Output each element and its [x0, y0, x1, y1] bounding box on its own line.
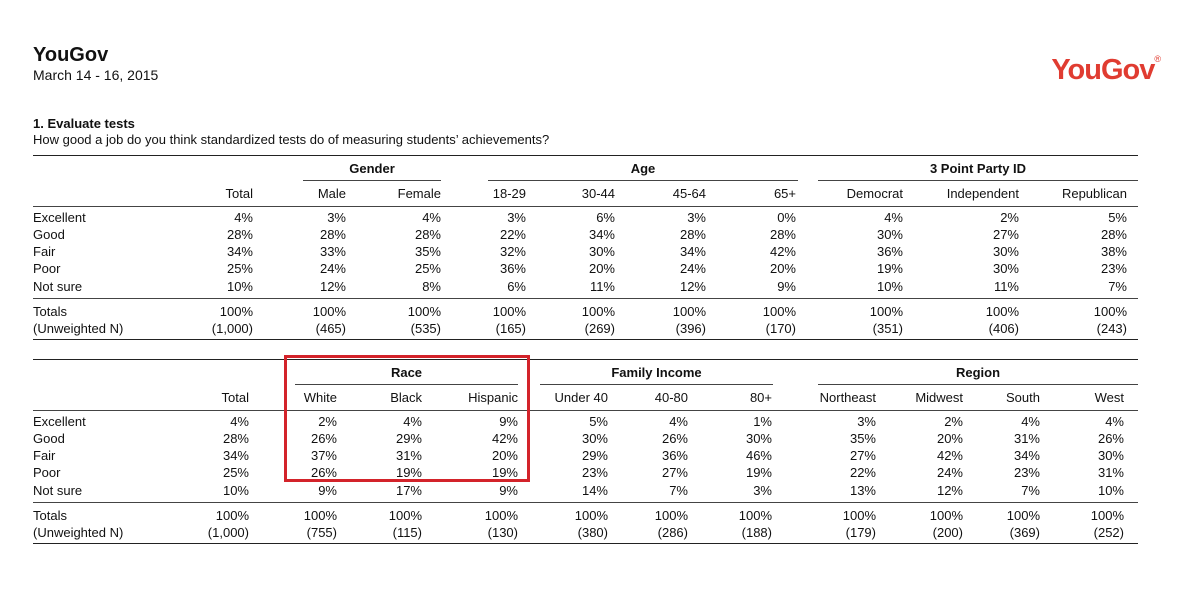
table-cell: 30% [1097, 448, 1124, 463]
table-cell: 23% [1013, 465, 1040, 480]
table-cell: 3% [327, 210, 346, 225]
row-label: Fair [33, 448, 56, 463]
totals-cell: (252) [1093, 525, 1124, 540]
table-cell: 20% [491, 448, 518, 463]
table-cell: 27% [661, 465, 688, 480]
table-cell: 28% [414, 227, 441, 242]
totals-cell: (380) [577, 525, 608, 540]
totals-cell: 100% [312, 304, 346, 319]
column-header: Republican [1061, 186, 1127, 201]
group-header: Race [390, 365, 423, 380]
table-cell: 25% [414, 261, 441, 276]
table-cell: 34% [1013, 448, 1040, 463]
totals-cell: (170) [765, 321, 796, 336]
table-cell: 30% [876, 227, 903, 242]
question-text: How good a job do you think standardized tests do of measuring students’ achievements? [33, 132, 550, 147]
table-cell: 31% [395, 448, 422, 463]
totals-cell: 100% [388, 508, 422, 523]
table-cell: 24% [679, 261, 706, 276]
table-cell: 4% [669, 414, 688, 429]
table-cell: 34% [222, 448, 249, 463]
totals-cell: 100% [1006, 508, 1040, 523]
table-cell: 33% [319, 244, 346, 259]
table-cell: 20% [936, 431, 963, 446]
group-underline [818, 180, 1138, 181]
column-header: Female [397, 186, 441, 201]
table-cell: 3% [753, 483, 772, 498]
table-cell: 9% [499, 414, 518, 429]
table-cell: 30% [745, 431, 772, 446]
column-header: Male [317, 186, 346, 201]
totals-cell: 100% [929, 508, 963, 523]
table-cell: 32% [499, 244, 526, 259]
table-cell: 2% [318, 414, 337, 429]
totals-rule [33, 298, 1138, 299]
table-cell: 19% [491, 465, 518, 480]
totals-cell: (115) [392, 525, 422, 540]
table-cell: 30% [992, 261, 1019, 276]
totals-cell: (200) [932, 525, 963, 540]
table-cell: 36% [661, 448, 688, 463]
group-underline [488, 180, 798, 181]
table-cell: 9% [499, 483, 518, 498]
column-header: South [1006, 390, 1040, 405]
totals-cell: (286) [657, 525, 688, 540]
table-cell: 20% [588, 261, 615, 276]
table-cell: 26% [661, 431, 688, 446]
group-header: Family Income [611, 365, 702, 380]
yougov-logo [1051, 54, 1160, 87]
totals-cell: 100% [672, 304, 706, 319]
row-label: Poor [33, 465, 61, 480]
totals-cell: (535) [410, 321, 441, 336]
table-cell: 28% [769, 227, 796, 242]
column-header: 80+ [749, 390, 772, 405]
table-cell: 12% [319, 279, 346, 294]
totals-cell: (269) [584, 321, 615, 336]
table-cell: 27% [849, 448, 876, 463]
totals-cell: 100% [985, 304, 1019, 319]
table-cell: 14% [581, 483, 608, 498]
table-cell: 7% [1108, 279, 1127, 294]
race-highlight-box [284, 355, 530, 482]
table-cell: 27% [992, 227, 1019, 242]
table-cell: 0% [777, 210, 796, 225]
table-cell: 22% [849, 465, 876, 480]
table-cell: 22% [499, 227, 526, 242]
table-cell: 9% [777, 279, 796, 294]
totals-cell: (1,000) [207, 525, 249, 540]
table-cell: 9% [318, 483, 337, 498]
totals-cell: 100% [219, 304, 253, 319]
totals-cell: (396) [675, 321, 706, 336]
table-cell: 38% [1100, 244, 1127, 259]
totals-cell: 100% [215, 508, 249, 523]
column-header: 30-44 [581, 186, 615, 201]
table-cell: 29% [395, 431, 422, 446]
table-cell: 1% [753, 414, 772, 429]
row-label: Good [33, 431, 65, 446]
row-label: Not sure [33, 279, 83, 294]
totals-cell: (465) [315, 321, 346, 336]
table-cell: 7% [1021, 483, 1040, 498]
column-header: Total [225, 186, 253, 201]
question-title: 1. Evaluate tests [33, 116, 135, 131]
column-header: Under 40 [554, 390, 608, 405]
totals-cell: 100% [492, 304, 526, 319]
group-header: Region [955, 365, 1001, 380]
table-cell: 23% [1100, 261, 1127, 276]
report-title: YouGov [33, 44, 109, 66]
table-cell: 4% [234, 210, 253, 225]
table-cell: 6% [507, 279, 526, 294]
table-cell: 31% [1013, 431, 1040, 446]
table-cell: 35% [849, 431, 876, 446]
table-cell: 3% [687, 210, 706, 225]
totals-cell: (1,000) [211, 321, 253, 336]
table-cell: 13% [849, 483, 876, 498]
totals-cell: (351) [872, 321, 903, 336]
row-label: Excellent [33, 210, 86, 225]
table-bottom-rule [33, 543, 1138, 544]
table-cell: 10% [876, 279, 903, 294]
totals-cell: (130) [487, 525, 518, 540]
table-cell: 28% [1100, 227, 1127, 242]
table-cell: 24% [319, 261, 346, 276]
totals-label: (Unweighted N) [33, 525, 124, 540]
table-cell: 7% [669, 483, 688, 498]
totals-cell: (188) [741, 525, 772, 540]
table-cell: 30% [581, 431, 608, 446]
column-header: 18-29 [492, 186, 526, 201]
table-cell: 4% [230, 414, 249, 429]
totals-cell: 100% [574, 508, 608, 523]
row-label: Fair [33, 244, 56, 259]
table-cell: 11% [589, 279, 615, 294]
table-cell: 42% [491, 431, 518, 446]
row-label: Not sure [33, 483, 83, 498]
column-header: Midwest [915, 390, 963, 405]
table-cell: 19% [395, 465, 422, 480]
column-header: Democrat [846, 186, 903, 201]
group-header: 3 Point Party ID [929, 161, 1027, 176]
group-underline [303, 180, 441, 181]
table-cell: 34% [226, 244, 253, 259]
table-header-rule [33, 410, 1138, 411]
totals-label: Totals [33, 508, 67, 523]
totals-label: Totals [33, 304, 67, 319]
table-cell: 26% [310, 431, 337, 446]
table-header-rule [33, 206, 1138, 207]
column-header: Hispanic [468, 390, 518, 405]
column-header: West [1094, 390, 1124, 405]
totals-cell: 100% [762, 304, 796, 319]
table-cell: 34% [679, 244, 706, 259]
table-cell: 26% [1097, 431, 1124, 446]
totals-rule [33, 502, 1138, 503]
table-cell: 4% [403, 414, 422, 429]
group-underline [540, 384, 773, 385]
table-cell: 4% [422, 210, 441, 225]
column-header: 45-64 [672, 186, 706, 201]
table-cell: 19% [745, 465, 772, 480]
table-cell: 46% [745, 448, 772, 463]
totals-cell: 100% [1090, 508, 1124, 523]
table-cell: 42% [936, 448, 963, 463]
totals-label: (Unweighted N) [33, 321, 124, 336]
table-cell: 28% [679, 227, 706, 242]
table-top-rule [33, 155, 1138, 156]
table-cell: 30% [992, 244, 1019, 259]
column-header: Independent [946, 186, 1019, 201]
totals-cell: (243) [1096, 321, 1127, 336]
totals-cell: 100% [407, 304, 441, 319]
table-cell: 34% [588, 227, 615, 242]
totals-cell: (165) [495, 321, 526, 336]
table-cell: 10% [1097, 483, 1124, 498]
table-cell: 12% [679, 279, 706, 294]
logo-text: YouGov [1051, 54, 1155, 86]
totals-cell: 100% [581, 304, 615, 319]
table-cell: 26% [310, 465, 337, 480]
table-cell: 10% [222, 483, 249, 498]
table-cell: 2% [1000, 210, 1019, 225]
column-header: Northeast [819, 390, 876, 405]
table-cell: 12% [936, 483, 963, 498]
table-cell: 29% [581, 448, 608, 463]
group-underline [818, 384, 1138, 385]
totals-cell: 100% [303, 508, 337, 523]
row-label: Poor [33, 261, 61, 276]
row-label: Good [33, 227, 65, 242]
table-cell: 11% [993, 279, 1019, 294]
table-cell: 28% [319, 227, 346, 242]
group-header: Gender [349, 161, 395, 176]
totals-cell: 100% [842, 508, 876, 523]
table-cell: 3% [507, 210, 526, 225]
table-cell: 37% [310, 448, 337, 463]
table-cell: 25% [222, 465, 249, 480]
table-cell: 8% [422, 279, 441, 294]
totals-cell: (755) [306, 525, 337, 540]
table-cell: 35% [414, 244, 441, 259]
totals-cell: 100% [738, 508, 772, 523]
group-header: Age [630, 161, 656, 176]
table-cell: 24% [936, 465, 963, 480]
column-header: 65+ [773, 186, 796, 201]
totals-cell: 100% [869, 304, 903, 319]
report-date: March 14 - 16, 2015 [33, 67, 159, 83]
table-cell: 28% [222, 431, 249, 446]
table-cell: 2% [944, 414, 963, 429]
row-label: Excellent [33, 414, 86, 429]
table-cell: 10% [226, 279, 253, 294]
table-cell: 23% [581, 465, 608, 480]
column-header: Total [221, 390, 249, 405]
table-cell: 5% [589, 414, 608, 429]
column-header: White [303, 390, 337, 405]
table-cell: 28% [226, 227, 253, 242]
column-header: 40-80 [654, 390, 688, 405]
table-cell: 3% [857, 414, 876, 429]
table-cell: 4% [1021, 414, 1040, 429]
totals-cell: (406) [988, 321, 1019, 336]
totals-cell: 100% [1093, 304, 1127, 319]
totals-cell: (179) [845, 525, 876, 540]
table-cell: 6% [596, 210, 615, 225]
table-cell: 4% [1105, 414, 1124, 429]
table-cell: 31% [1097, 465, 1124, 480]
table-top-rule [33, 359, 1138, 360]
totals-cell: 100% [654, 508, 688, 523]
table-cell: 5% [1108, 210, 1127, 225]
totals-cell: (369) [1009, 525, 1040, 540]
column-header: Black [390, 390, 422, 405]
table-cell: 19% [876, 261, 903, 276]
totals-cell: 100% [484, 508, 518, 523]
table-cell: 36% [499, 261, 526, 276]
table-cell: 30% [588, 244, 615, 259]
logo-registered-mark: ® [1154, 54, 1160, 64]
table-cell: 20% [769, 261, 796, 276]
table-cell: 25% [226, 261, 253, 276]
table-cell: 42% [769, 244, 796, 259]
table-bottom-rule [33, 339, 1138, 340]
table-cell: 17% [395, 483, 422, 498]
table-cell: 36% [876, 244, 903, 259]
table-cell: 4% [884, 210, 903, 225]
